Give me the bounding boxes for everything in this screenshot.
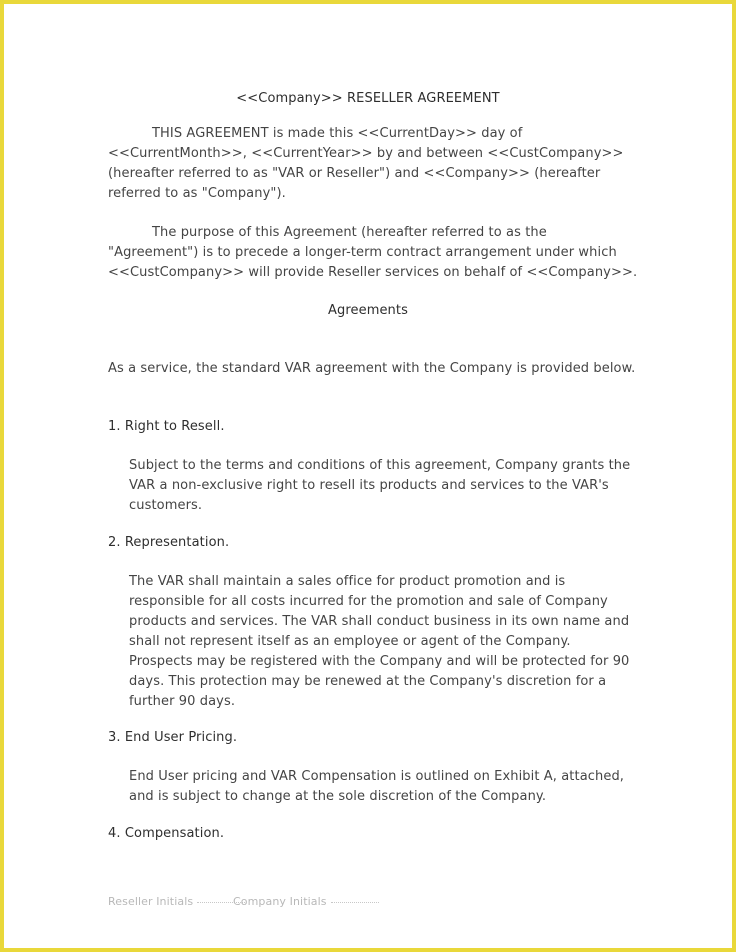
document-title: <<Company>> RESELLER AGREEMENT	[236, 91, 500, 106]
section-3-body: End User pricing and VAR Compensation is outlined on Exhibit A, attached, and is subject to change at the sole discretion of the Company.	[129, 769, 625, 804]
intro-paragraph: THIS AGREEMENT is made this <<CurrentDay>> day of <<CurrentMonth>>, <<CurrentYear>> by and between <<CustCompany>> (hereafter referred to as "VAR or Reseller") and <<Company>> (hereafter referred to as "Company").	[108, 126, 624, 201]
section-3-heading: 3. End User Pricing.	[108, 730, 238, 745]
reseller-initials	[108, 892, 245, 912]
section-4-heading: 4. Compensation.	[108, 826, 225, 841]
agreements-heading: Agreements	[328, 303, 408, 318]
service-paragraph: As a service, the standard VAR agreement with the Company is provided below.	[108, 361, 636, 376]
company-initials-label: Company Initials	[233, 895, 327, 908]
section-1-heading: 1. Right to Resell.	[108, 419, 225, 434]
section-2-heading: 2. Representation.	[108, 535, 230, 550]
company-initials-line	[331, 902, 379, 903]
company-initials	[233, 892, 379, 912]
section-2-body: The VAR shall maintain a sales office for product promotion and is responsible for all costs incurred for the promotion and sale of Company products and services. The VAR shall conduct business in its own name and shall not represent itself as an employee or agent of the Company. Prospects may be registered with the Company and will be protected for 90 days. This protection may be renewed at the Company's discretion for a further 90 days.	[129, 574, 630, 709]
section-1-body: Subject to the terms and conditions of this agreement, Company grants the VAR a non-exclusive right to resell its products and services to the VAR's customers.	[129, 458, 631, 513]
reseller-initials-label: Reseller Initials	[108, 895, 194, 908]
purpose-paragraph: The purpose of this Agreement (hereafter referred to as the "Agreement") is to precede a longer-term contract arrangement under which <<CustCompany>> will provide Reseller services on behalf of <<Company>>.	[108, 225, 638, 280]
document-page	[4, 4, 732, 948]
